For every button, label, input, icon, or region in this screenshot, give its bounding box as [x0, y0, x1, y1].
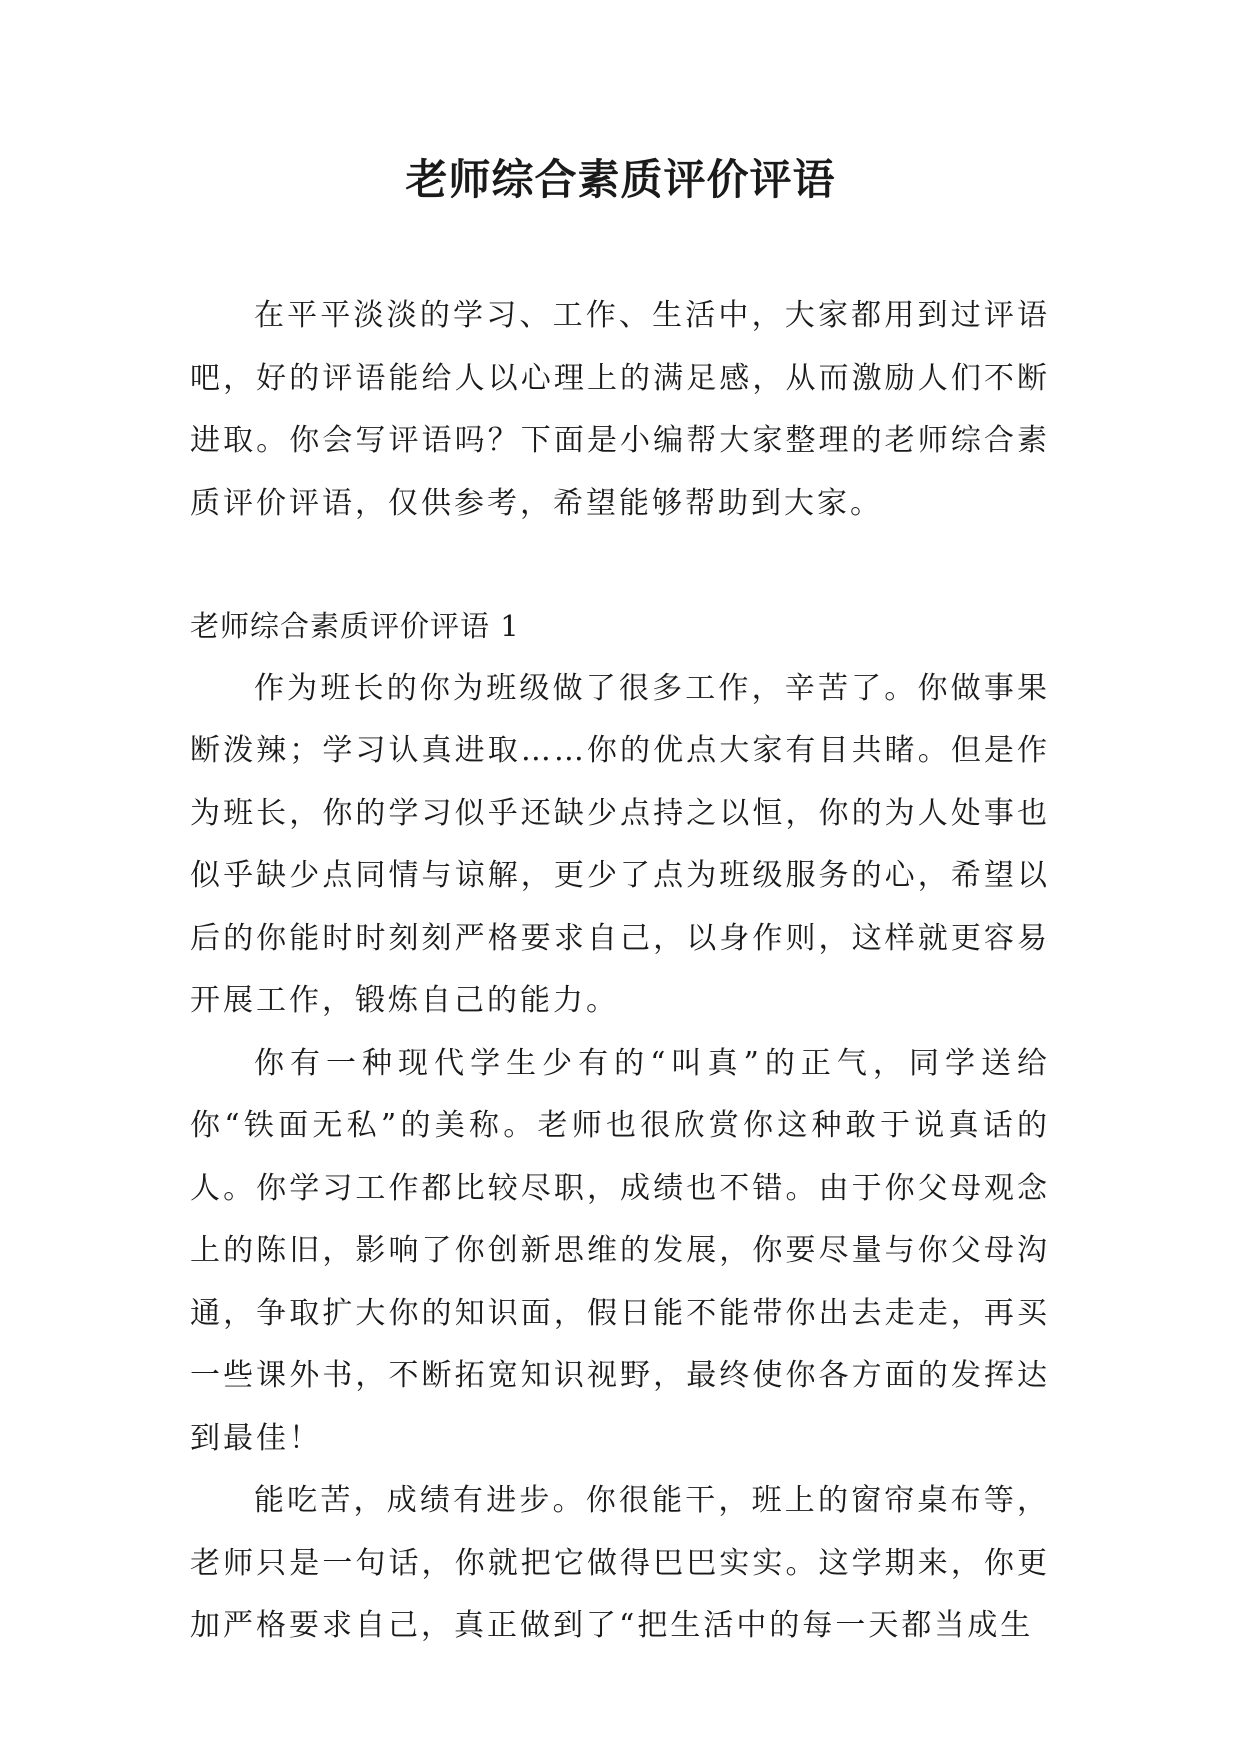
document-body: [190, 285, 1050, 1658]
body-paragraph: 你有一种现代学生少有的“叫真”的正气，同学送给你“铁面无私”的美称。老师也很欣赏你这种敢于说真话的人。你学习工作都比较尽职，成绩也不错。由于你父母观念上的陈旧，影响了你创新思维的发展，你要尽量与你父母沟通，争取扩大你的知识面，假日能不能带你出去走走，再买一些课外书，不断拓宽知识视野，最终使你各方面的发挥达到最佳！: [190, 1045, 1050, 1456]
intro-paragraph: 在平平淡淡的学习、工作、生活中，大家都用到过评语吧，好的评语能给人以心理上的满足感，从而激励人们不断进取。你会写评语吗？下面是小编帮大家整理的老师综合素质评价评语，仅供参考，希望能够帮助到大家。: [190, 298, 1050, 521]
body-paragraph: 作为班长的你为班级做了很多工作，辛苦了。你做事果断泼辣；学习认真进取……你的优点大家有目共睹。但是作为班长，你的学习似乎还缺少点持之以恒，你的为人处事也似乎缺少点同情与谅解，更少了点为班级服务的心，希望以后的你能时时刻刻严格要求自己，以身作则，这样就更容易开展工作，锻炼自己的能力。: [190, 670, 1050, 1018]
section-heading: 老师综合素质评价评语 1: [190, 609, 520, 643]
body-paragraph: 能吃苦，成绩有进步。你很能干，班上的窗帘桌布等，老师只是一句话，你就把它做得巴巴实实。这学期来，你更加严格要求自己，真正做到了“把生活中的每一天都当成生: [190, 1483, 1050, 1643]
document-title: 老师综合素质评价评语: [405, 155, 836, 204]
